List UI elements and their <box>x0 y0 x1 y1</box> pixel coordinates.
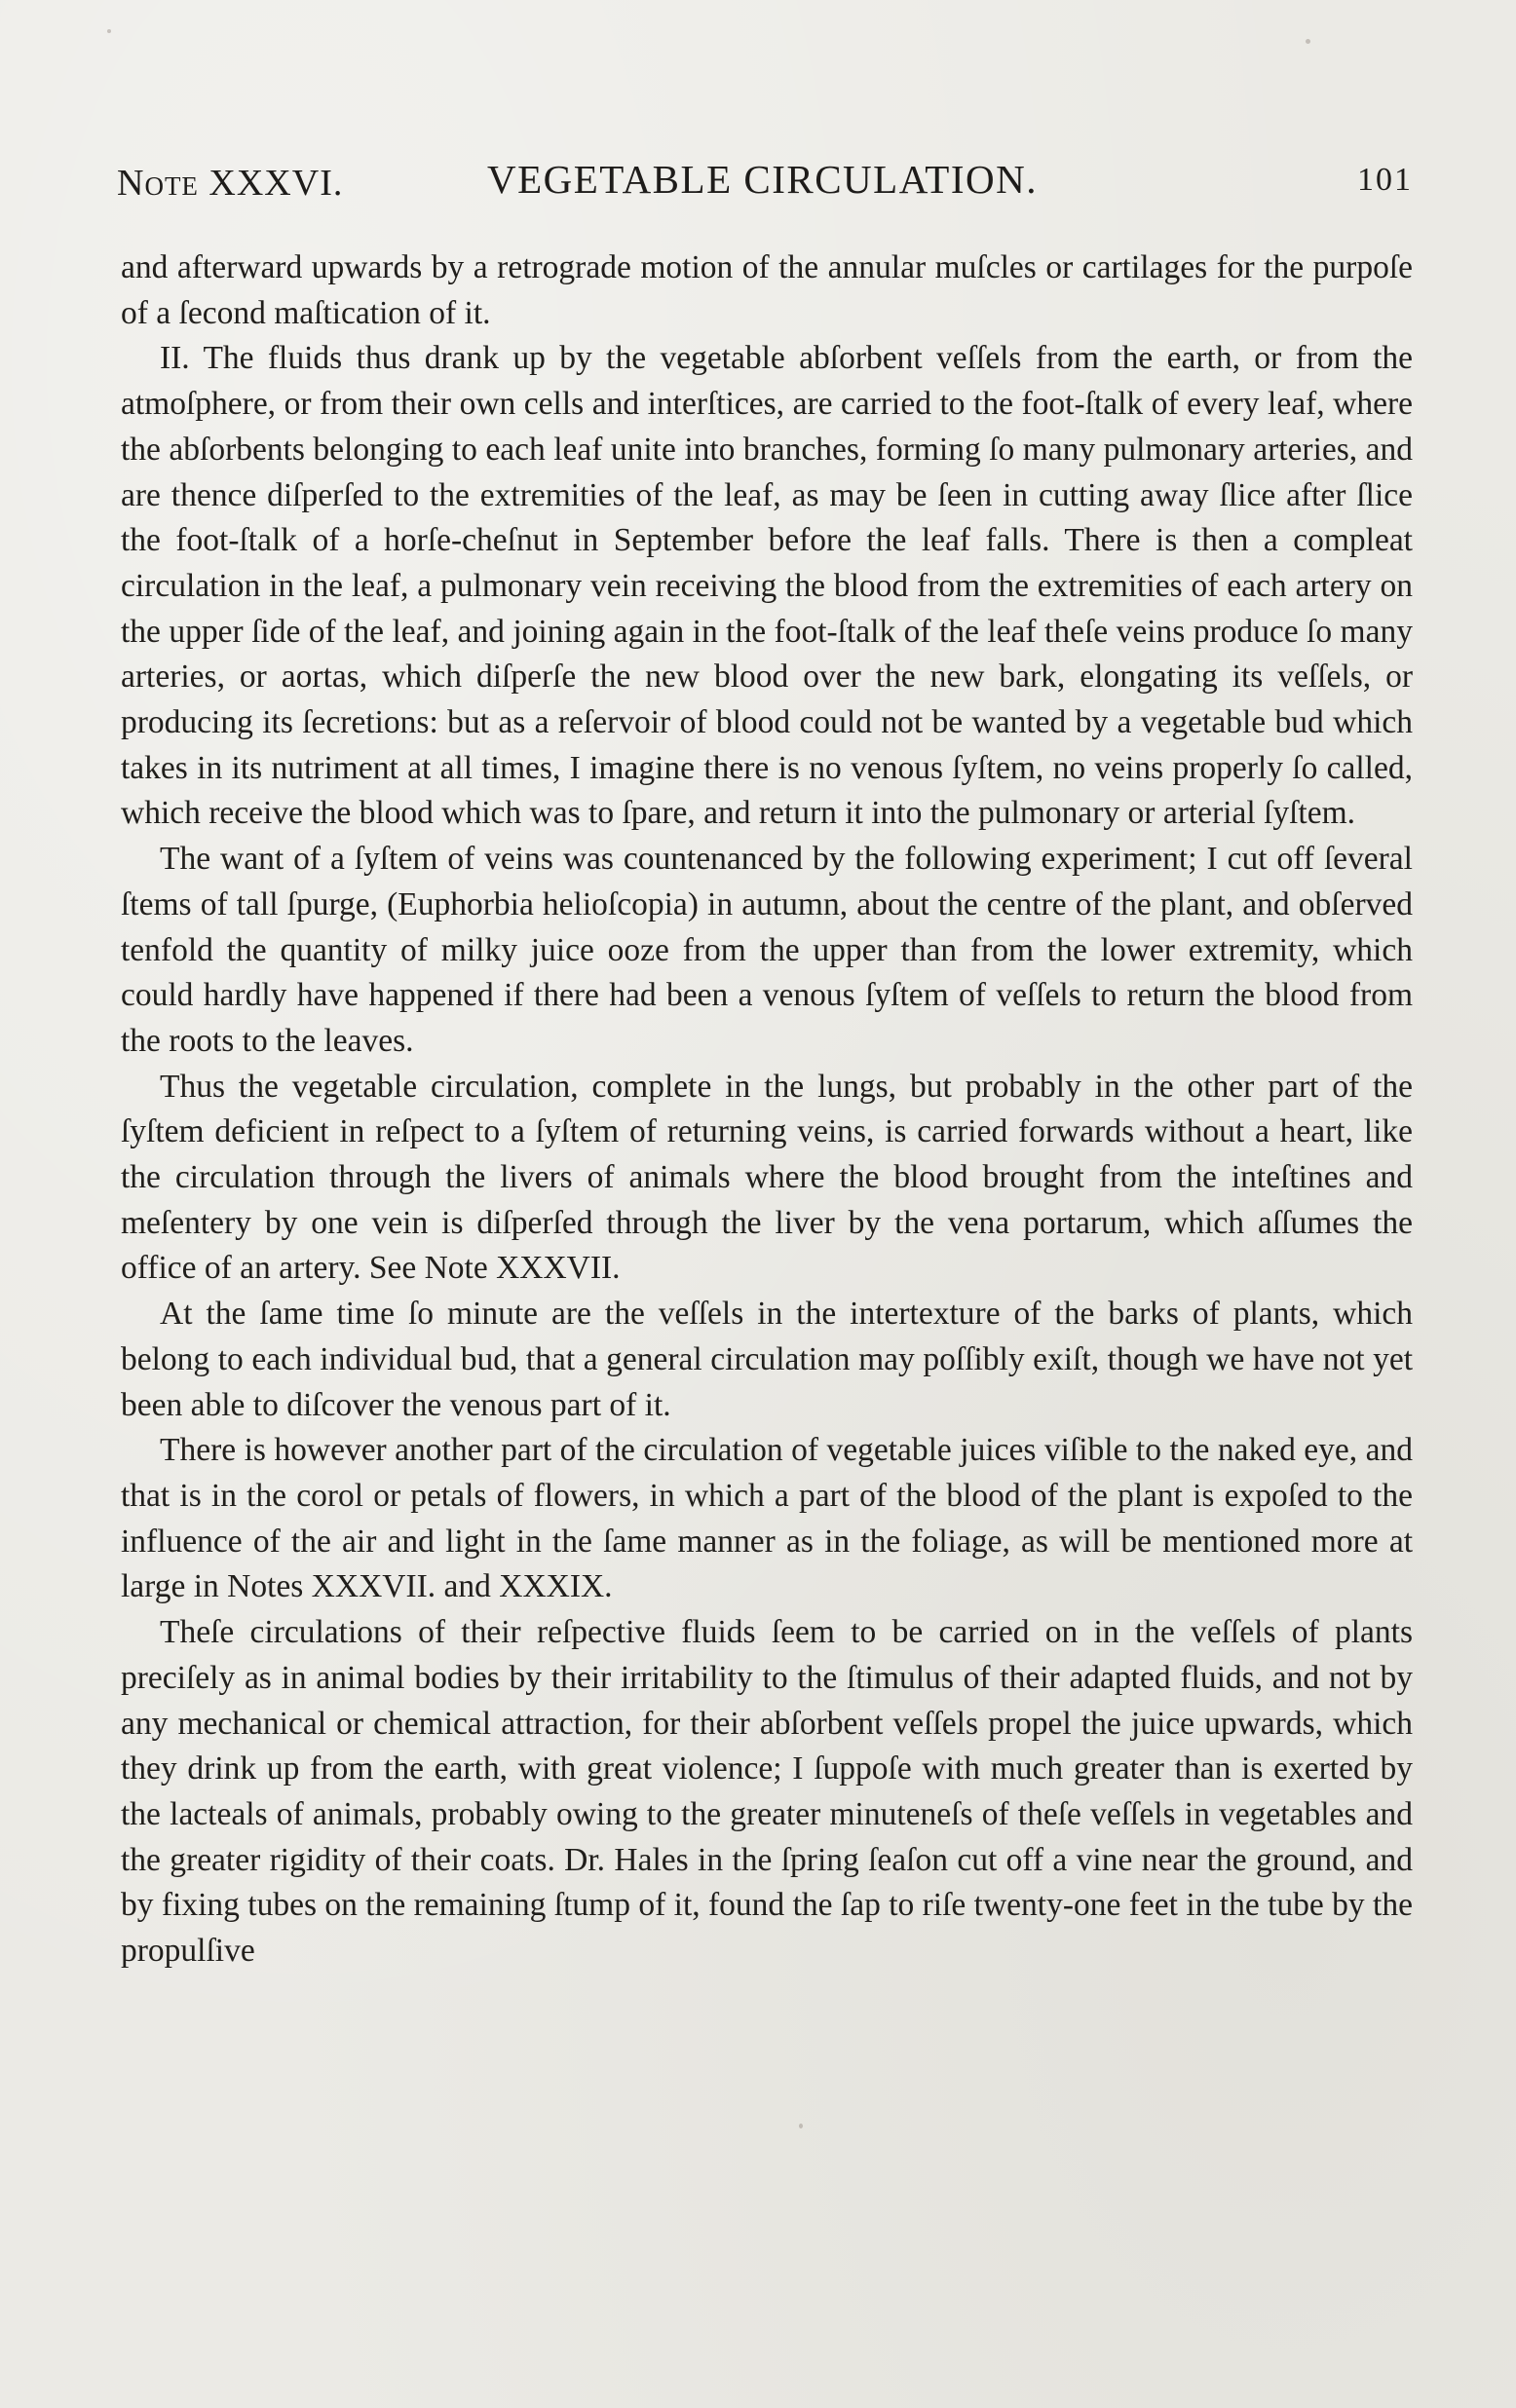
page-title: VEGETABLE CIRCULATION. <box>487 157 1038 202</box>
paragraph-want-of-veins: The want of a ſyſtem of veins was countenanced by the following experiment; I cut off ſeveral ſtems of tall ſpurge, (Euphorbia helioſcopia) in autumn, about the centre of the plant, and obſerved tenfold the quantity of milky juice ooze from the upper than from the lower extremity, which could hardly have happened if there had been a venous ſyſtem of veſſels to return the blood from the roots to the leaves. <box>121 841 1413 1059</box>
paragraph-continued: and afterward upwards by a retrograde motion of the annular muſcles or cartilages for the purpoſe of a ſecond maſtication of it. <box>121 249 1413 331</box>
page-number: 101 <box>1357 162 1413 198</box>
paragraph-intertexture: At the ſame time ſo minute are the veſſels in the intertexture of the barks of plants, which belong to each individual bud, that a general circulation may poſſibly exiſt, though we have not yet been able to diſcover the venous part of it. <box>121 1296 1413 1423</box>
paper-speck <box>1306 39 1310 44</box>
running-head <box>117 156 1413 214</box>
body-text <box>121 245 1413 2194</box>
paper-speck <box>799 2124 803 2128</box>
paragraph-corol: There is however another part of the circulation of vegetable juices viſible to the naked eye, and that is in the corol or petals of flowers, in which a part of the blood of the plant is expoſed to the influence of the air and light in the ſame manner as in the foliage, as will be mentioned more at large in Notes XXXVII. and XXXIX. <box>121 1432 1413 1605</box>
paper-speck <box>107 29 111 33</box>
paragraph-vegetable-circulation: Thus the vegetable circulation, complete in the lungs, but probably in the other part of the ſyſtem deficient in reſpect to a ſyſtem of returning veins, is carried forwards without a heart, like the circulation through the livers of animals where the blood brought from the inteſtines and meſentery by one vein is diſperſed through the liver by the vena portarum, which aſſumes the office of an artery. See Note XXXVII. <box>121 1068 1413 1287</box>
paragraph-circulations: Theſe circulations of their reſpective fluids ſeem to be carried on in the veſſels of plants preciſely as in animal bodies by their irritability to the ſtimulus of their adapted fluids, and not by any mechanical or chemical attraction, for their abſorbent veſſels propel the juice upwards, which they drink up from the earth, with great violence; I ſuppoſe with much greater than is exerted by the lacteals of animals, probably owing to the greater minuteneſs of theſe veſſels in vegetables and the greater rigidity of their coats. Dr. Hales in the ſpring ſeaſon cut off a vine near the ground, and by fixing tubes on the remaining ſtump of it, found the ſap to riſe twenty-one feet in the tube by the propulſive <box>121 1614 1413 1970</box>
paragraph-fluids: II. The fluids thus drank up by the vegetable abſorbent veſſels from the earth, or from the atmoſphere, or from their own cells and interſtices, are carried to the foot-ſtalk of every leaf, where the abſorbents belonging to each leaf unite into branches, forming ſo many pulmonary arteries, and are thence diſperſed to the extremities of the leaf, as may be ſeen in cutting away ſlice after ſlice the foot-ſtalk of a horſe-cheſnut in September before the leaf falls. There is then a compleat circulation in the leaf, a pulmonary vein receiving the blood from the extremities of each artery on the upper ſide of the leaf, and joining again in the foot-ſtalk of the leaf theſe veins produce ſo many arteries, or aortas, which diſperſe the new blood over the new bark, elongating its veſſels, or producing its ſecretions: but as a reſervoir of blood could not be wanted by a vegetable bud which takes in its nutriment at all times, I imagine there is no venous ſyſtem, no veins properly ſo called, which receive the blood which was to ſpare, and return it into the pulmonary or arterial ſyſtem. <box>121 340 1413 832</box>
note-label: Note XXXVI. <box>117 163 344 204</box>
